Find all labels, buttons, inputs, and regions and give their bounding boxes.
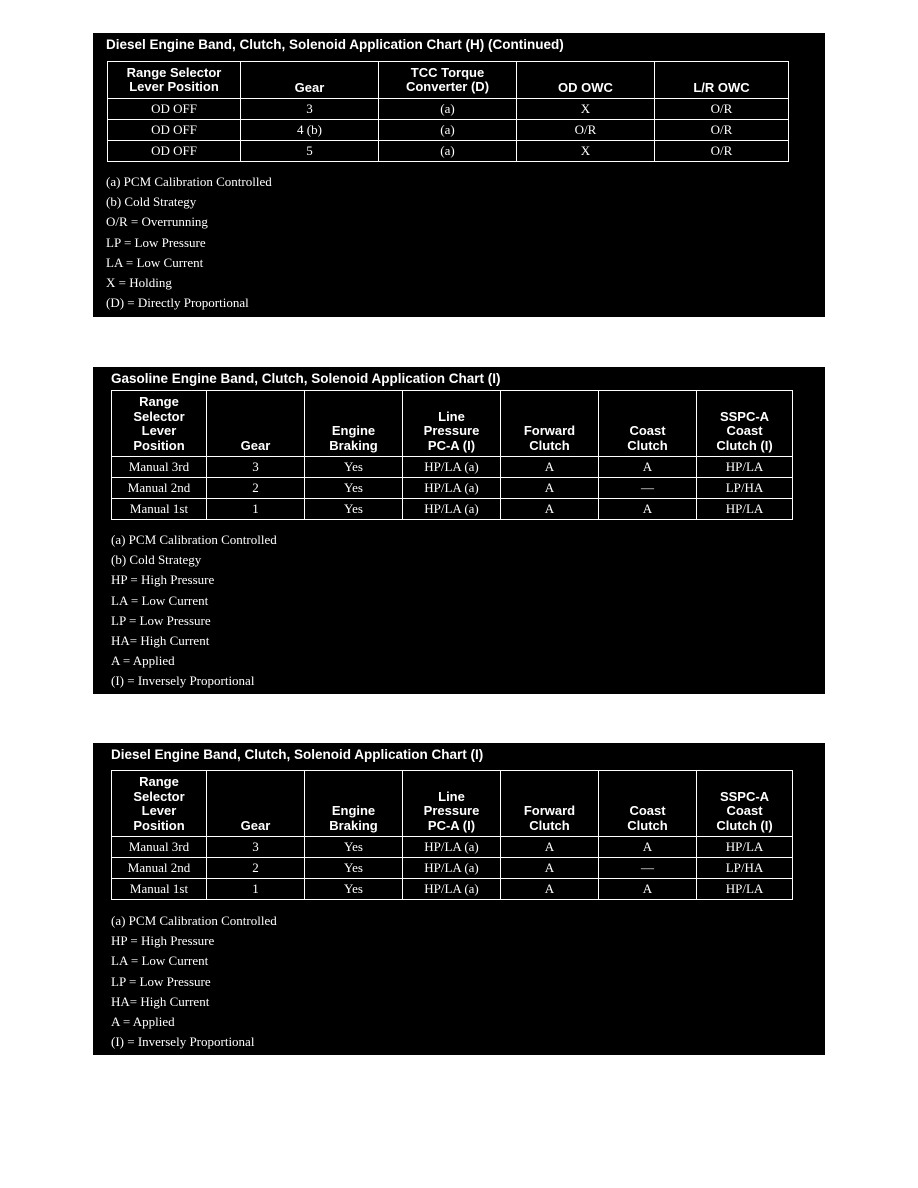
table-cell: HP/LA (a) xyxy=(403,837,501,858)
legend-note: LP = Low Pressure xyxy=(106,234,206,250)
table-cell: Yes xyxy=(305,837,403,858)
column-header: Forward Clutch xyxy=(501,771,599,837)
application-table xyxy=(111,770,793,900)
table-cell: HP/LA xyxy=(697,879,793,900)
legend-note: LA = Low Current xyxy=(111,953,209,969)
column-header: SSPC-A Coast Clutch (I) xyxy=(697,771,793,837)
table-cell: A xyxy=(501,478,599,499)
table-row xyxy=(108,120,789,141)
legend-note: O/R = Overrunning xyxy=(106,214,208,230)
legend-notes xyxy=(111,530,277,692)
column-header: L/R OWC xyxy=(655,62,789,99)
table-cell: Manual 3rd xyxy=(112,837,207,858)
table-row xyxy=(108,141,789,162)
table-cell: O/R xyxy=(655,141,789,162)
table-cell: 1 xyxy=(207,879,305,900)
table-row xyxy=(112,837,793,858)
column-header: Gear xyxy=(241,62,379,99)
table-cell: 2 xyxy=(207,478,305,499)
legend-notes xyxy=(106,172,272,313)
table-cell: A xyxy=(501,457,599,478)
table-cell: (a) xyxy=(379,141,517,162)
legend-notes xyxy=(111,911,277,1052)
column-header: Forward Clutch xyxy=(501,391,599,457)
legend-note: HP = High Pressure xyxy=(111,572,215,588)
column-header: Gear xyxy=(207,771,305,837)
table-cell: OD OFF xyxy=(108,141,241,162)
table-cell: Yes xyxy=(305,879,403,900)
legend-note: (a) PCM Calibration Controlled xyxy=(106,174,272,189)
header-row xyxy=(112,391,793,457)
table-cell: O/R xyxy=(655,99,789,120)
table-cell: A xyxy=(599,879,697,900)
header-row xyxy=(108,62,789,99)
column-header: Line Pressure PC-A (I) xyxy=(403,771,501,837)
table-cell: HP/LA (a) xyxy=(403,858,501,879)
table-cell: X xyxy=(517,141,655,162)
table-cell: A xyxy=(501,499,599,520)
table-cell: HP/LA (a) xyxy=(403,457,501,478)
table-cell: Manual 1st xyxy=(112,499,207,520)
column-header: SSPC-A Coast Clutch (I) xyxy=(697,391,793,457)
chart-title: Diesel Engine Band, Clutch, Solenoid Application Chart (H) (Continued) xyxy=(106,37,564,52)
table-cell: 2 xyxy=(207,858,305,879)
table-cell: A xyxy=(599,499,697,520)
chart-title: Gasoline Engine Band, Clutch, Solenoid Application Chart (I) xyxy=(111,371,501,386)
column-header: TCC Torque Converter (D) xyxy=(379,62,517,99)
table-cell: — xyxy=(599,478,697,499)
chart-panel-diesel-h xyxy=(93,33,825,317)
table-cell: Manual 3rd xyxy=(112,457,207,478)
table-cell: X xyxy=(517,99,655,120)
table-row xyxy=(112,457,793,478)
legend-note: (D) = Directly Proportional xyxy=(106,295,249,311)
chart-panel-diesel-i xyxy=(93,743,825,1055)
table-row xyxy=(112,478,793,499)
legend-note: (a) PCM Calibration Controlled xyxy=(111,913,277,928)
header-row xyxy=(112,771,793,837)
legend-note: (I) = Inversely Proportional xyxy=(111,1034,255,1050)
table-cell: 3 xyxy=(207,837,305,858)
table-cell: A xyxy=(599,457,697,478)
column-header: Engine Braking xyxy=(305,391,403,457)
table-cell: HP/LA xyxy=(697,457,793,478)
table-cell: Manual 2nd xyxy=(112,478,207,499)
legend-note: A = Applied xyxy=(111,653,175,669)
table-cell: LP/HA xyxy=(697,478,793,499)
column-header: Engine Braking xyxy=(305,771,403,837)
column-header: Line Pressure PC-A (I) xyxy=(403,391,501,457)
table-cell: 1 xyxy=(207,499,305,520)
table-cell: HP/LA (a) xyxy=(403,879,501,900)
table-cell: A xyxy=(599,837,697,858)
table-cell: HP/LA xyxy=(697,499,793,520)
table-cell: Yes xyxy=(305,478,403,499)
table-cell: Yes xyxy=(305,858,403,879)
table-cell: HP/LA (a) xyxy=(403,499,501,520)
legend-note: LP = Low Pressure xyxy=(111,973,211,989)
table-cell: O/R xyxy=(517,120,655,141)
column-header: OD OWC xyxy=(517,62,655,99)
table-row xyxy=(112,499,793,520)
legend-note: (a) PCM Calibration Controlled xyxy=(111,532,277,547)
legend-note: (b) Cold Strategy xyxy=(111,552,202,568)
legend-note: HA= High Current xyxy=(111,632,210,648)
table-cell: 3 xyxy=(241,99,379,120)
table-cell: OD OFF xyxy=(108,120,241,141)
table-cell: HP/LA (a) xyxy=(403,478,501,499)
table-cell: A xyxy=(501,879,599,900)
legend-note: (I) = Inversely Proportional xyxy=(111,673,255,689)
legend-note: A = Applied xyxy=(111,1013,175,1029)
table-cell: Manual 2nd xyxy=(112,858,207,879)
table-cell: (a) xyxy=(379,120,517,141)
table-cell: O/R xyxy=(655,120,789,141)
application-table xyxy=(111,390,793,520)
column-header: Range Selector Lever Position xyxy=(112,771,207,837)
column-header: Range Selector Lever Position xyxy=(112,391,207,457)
legend-note: (b) Cold Strategy xyxy=(106,194,197,210)
table-cell: HP/LA xyxy=(697,837,793,858)
column-header: Coast Clutch xyxy=(599,391,697,457)
legend-note: LP = Low Pressure xyxy=(111,612,211,628)
table-row xyxy=(112,858,793,879)
table-cell: (a) xyxy=(379,99,517,120)
table-cell: 4 (b) xyxy=(241,120,379,141)
table-cell: Yes xyxy=(305,457,403,478)
table-cell: Manual 1st xyxy=(112,879,207,900)
legend-note: HP = High Pressure xyxy=(111,933,215,949)
legend-note: LA = Low Current xyxy=(106,254,204,270)
table-cell: A xyxy=(501,837,599,858)
chart-panel-gasoline-i xyxy=(93,367,825,694)
table-cell: A xyxy=(501,858,599,879)
legend-note: HA= High Current xyxy=(111,993,210,1009)
table-cell: Yes xyxy=(305,499,403,520)
chart-title: Diesel Engine Band, Clutch, Solenoid Application Chart (I) xyxy=(111,747,484,762)
table-row xyxy=(108,99,789,120)
application-table xyxy=(107,61,789,162)
column-header: Gear xyxy=(207,391,305,457)
table-cell: LP/HA xyxy=(697,858,793,879)
table-cell: — xyxy=(599,858,697,879)
legend-note: LA = Low Current xyxy=(111,592,209,608)
table-row xyxy=(112,879,793,900)
legend-note: X = Holding xyxy=(106,274,172,290)
table-cell: 3 xyxy=(207,457,305,478)
column-header: Coast Clutch xyxy=(599,771,697,837)
table-cell: 5 xyxy=(241,141,379,162)
column-header: Range Selector Lever Position xyxy=(108,62,241,99)
table-cell: OD OFF xyxy=(108,99,241,120)
